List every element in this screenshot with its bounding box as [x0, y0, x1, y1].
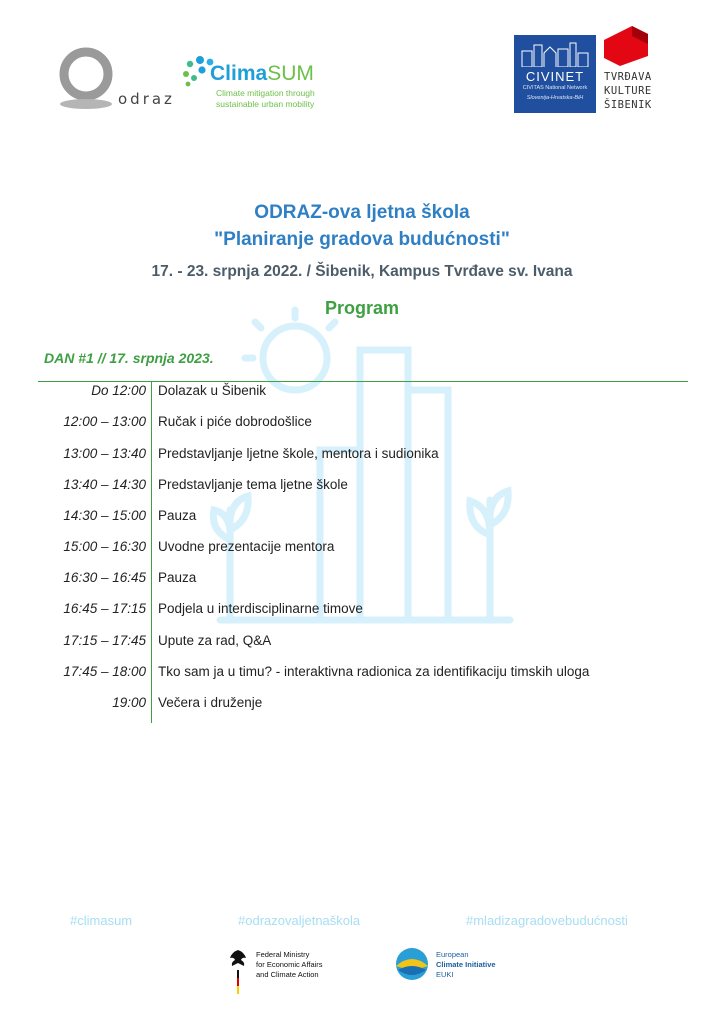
- odraz-logo: [58, 46, 182, 114]
- schedule-time: 19:00: [112, 695, 146, 710]
- schedule-row: [0, 508, 724, 530]
- hashtag-odraz-school: #odrazovaljetnaškola: [238, 913, 361, 928]
- bmwk-line-2: for Economic Affairs: [256, 960, 323, 969]
- euki-line-1: European: [436, 950, 469, 959]
- schedule-row: [0, 539, 724, 561]
- schedule-time: Do 12:00: [91, 383, 146, 398]
- euki-line-3: EUKI: [436, 970, 454, 979]
- federal-eagle-flag-icon: [228, 948, 248, 996]
- schedule-time: 17:15 – 17:45: [63, 633, 146, 648]
- tvrdava-shape-icon: [602, 20, 650, 66]
- schedule-time: 15:00 – 16:30: [63, 539, 146, 554]
- schedule-row: [0, 446, 724, 468]
- schedule-row: [0, 633, 724, 655]
- civinet-tagline-1: CIVITAS National Network: [522, 85, 588, 91]
- schedule-time: 12:00 – 13:00: [63, 414, 146, 429]
- page-title-line-1: ODRAZ-ova ljetna škola: [254, 202, 470, 223]
- schedule-time: 13:00 – 13:40: [63, 446, 146, 461]
- bmwk-line-1: Federal Ministry: [256, 950, 310, 959]
- schedule-row: [0, 695, 724, 717]
- day-divider: [38, 381, 688, 382]
- schedule-time: 17:45 – 18:00: [63, 664, 146, 679]
- hashtag-climasum: #climasum: [70, 913, 133, 928]
- schedule-activity: Podjela u interdisciplinarne timove: [158, 601, 363, 616]
- bmwk-line-3: and Climate Action: [256, 970, 319, 979]
- euki-globe-icon: [394, 946, 430, 982]
- civinet-skyline-icon: [520, 41, 590, 67]
- day-label: DAN #1 // 17. srpnja 2023.: [44, 350, 214, 366]
- schedule-row: [0, 570, 724, 592]
- event-dates-location: 17. - 23. srpnja 2022. / Šibenik, Kampus Tvrđave sv. Ivana: [151, 263, 573, 280]
- program-heading: Program: [324, 298, 400, 318]
- euki-logo: [394, 946, 514, 986]
- schedule-row: [0, 477, 724, 499]
- civinet-name: CIVINET: [525, 69, 585, 84]
- climasum-tagline-1: Climate mitigation through: [216, 88, 315, 98]
- schedule-activity: Predstavljanje ljetne škole, mentora i sudionika: [158, 446, 439, 461]
- tvrdava-line-1: TVRĐAVA: [604, 71, 652, 83]
- bmwk-logo: [228, 948, 338, 998]
- climasum-name-sum: SUM: [267, 62, 314, 85]
- schedule-time: 14:30 – 15:00: [63, 508, 146, 523]
- tvrdava-kulture-logo: [602, 20, 658, 116]
- civinet-tagline-2: Slovenija-Hrvatska-BiH: [526, 95, 584, 101]
- climasum-logo: [180, 54, 330, 112]
- schedule-row: [0, 601, 724, 623]
- schedule-row: [0, 383, 724, 405]
- schedule-row: [0, 414, 724, 436]
- climasum-tagline-2: sustainable urban mobility: [216, 99, 315, 109]
- page-title-line-2: "Planiranje gradova budućnosti": [214, 229, 510, 250]
- schedule-activity: Večera i druženje: [158, 695, 263, 710]
- schedule-time: 16:30 – 16:45: [63, 570, 146, 585]
- hashtag-young-for-cities: #mladizagradovebudućnosti: [466, 913, 628, 928]
- schedule-time: 16:45 – 17:15: [63, 601, 146, 616]
- climasum-name-clima: Clima: [210, 62, 268, 85]
- schedule-activity: Ručak i piće dobrodošlice: [158, 414, 312, 429]
- euki-line-2: Climate Initiative: [436, 960, 496, 969]
- tvrdava-line-2: KULTURE: [604, 85, 652, 97]
- civinet-logo: [514, 35, 596, 113]
- schedule-activity: Pauza: [158, 570, 197, 585]
- schedule-activity: Uvodne prezentacije mentora: [158, 539, 335, 554]
- schedule-activity: Dolazak u Šibenik: [158, 383, 267, 398]
- schedule-time: 13:40 – 14:30: [63, 477, 146, 492]
- tvrdava-line-3: ŠIBENIK: [604, 99, 652, 111]
- schedule-activity: Predstavljanje tema ljetne škole: [158, 477, 348, 492]
- schedule-row: [0, 664, 724, 686]
- schedule-activity: Tko sam ja u timu? - interaktivna radionica za identifikaciju timskih uloga: [158, 664, 590, 679]
- odraz-logo-text: odraz: [118, 90, 175, 108]
- schedule-activity: Upute za rad, Q&A: [158, 633, 272, 648]
- schedule-activity: Pauza: [158, 508, 197, 523]
